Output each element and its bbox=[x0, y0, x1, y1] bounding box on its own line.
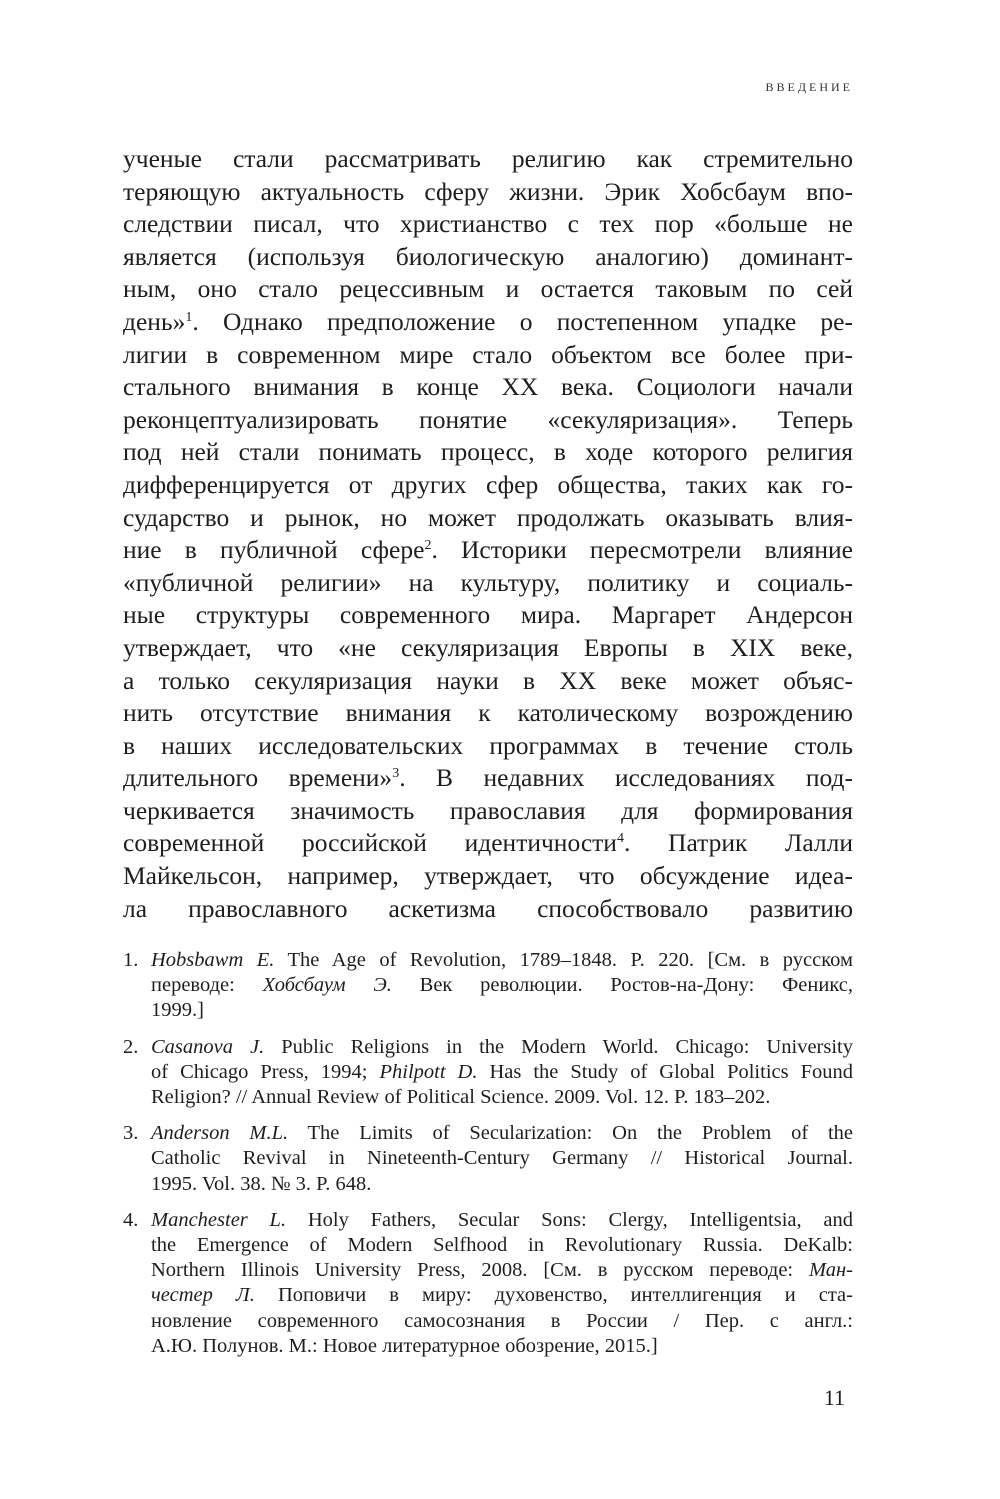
text-line: нить отсутствие внимания к католическому возрождению bbox=[123, 698, 853, 728]
footnote-3: 3. Anderson M.L. The Limits of Secularization: On the Problem of the Catholic Revival in Nineteenth-Century Germany // Historical Journal. 1995. Vol. 38. № 3. P. 648. bbox=[123, 1122, 854, 1195]
footnote-author: Manchester L. bbox=[151, 1208, 287, 1231]
footnote-author: Anderson M.L. bbox=[151, 1122, 289, 1145]
text-line: «публичной религии» на культуру, политику и социаль- bbox=[123, 567, 853, 597]
text-line: дифференцируется от других сфер общества, таких как го- bbox=[123, 469, 853, 499]
footnote-number: 3. bbox=[123, 1122, 139, 1145]
footnote-2: 2. Casanova J. Public Religions in the Modern World. Chicago: University of Chicago Press, 1994; Philpott D. Has the Study of Global Politics Found Religion? // Annual Review of Political Science. 2009. Vol. 12. P. 183–202. bbox=[123, 1035, 853, 1109]
text-line: теряющую актуальность сферу жизни. Эрик Хобсбаум впо- bbox=[123, 176, 853, 206]
note-ref[interactable]: 4 bbox=[616, 831, 624, 847]
text-line: ла православного аскетизма способствовало развитию bbox=[123, 893, 853, 923]
footnote-author: Hobsbawm E. bbox=[151, 949, 275, 971]
text-line: является (используя биологическую аналогию) доминант- bbox=[123, 241, 853, 271]
text-line: Майкельсон, например, утверждает, что обсуждение идеа- bbox=[123, 861, 853, 891]
text-line: ные структуры современного мира. Маргарет Андерсон bbox=[123, 600, 853, 630]
text-line: черкивается значимость православия для формирования bbox=[123, 795, 853, 825]
text-line: ученые стали рассматривать религию как стремительно bbox=[123, 144, 853, 173]
text-line: день»$^1$. Однако предположение о постепенном упадке ре- bbox=[123, 306, 853, 336]
note-ref[interactable]: 1 bbox=[185, 309, 193, 325]
footnotes-list bbox=[123, 948, 853, 1370]
note-ref[interactable]: 3 bbox=[392, 766, 400, 782]
text-line: утверждает, что «не секуляризация Европы в XIX веке, bbox=[123, 632, 853, 662]
footnote-number: 1. bbox=[123, 949, 139, 971]
running-head: ВВЕДЕНИЕ bbox=[765, 80, 853, 94]
footnote-number: 2. bbox=[123, 1035, 139, 1058]
footnote-1: 1. Hobsbawm E. The Age of Revolution, 1789–1848. P. 220. [См. в русском переводе: Хобсбаум Э. Век революции. Ростов-на-Дону: Феникс, 1999.] bbox=[123, 949, 854, 1022]
text-line: длительного времени»$^3$. В недавних исследованиях под- bbox=[123, 763, 853, 793]
text-line: ным, оно стало рецессивным и остается таковым по сей bbox=[123, 274, 853, 304]
footnote-4: 4. Manchester L. Holy Fathers, Secular Sons: Clergy, Intelligentsia, and the Emergence of Modern Selfhood in Revolutionary Russia. DeKalb: Northern Illinois University Press, 2008. [См. в русском переводе: Ман- честер Л. Поповичи в миру: духовенство, интеллигенция и ста- новление современного самосознания в России / Пер. с англ.: А.Ю. Полунов. М.: Новое литературное обозрение, 2015.] bbox=[123, 1208, 853, 1357]
page-number: 11 bbox=[823, 1385, 845, 1410]
text-line: следствии писал, что христианство с тех пор «больше не bbox=[123, 209, 853, 239]
text-line: современной российской идентичности$^4$. Патрик Лалли bbox=[123, 828, 853, 858]
text-line: сударство и рынок, но может продолжать оказывать влия- bbox=[123, 502, 853, 532]
text-line: лигии в современном мире стало объектом все более при- bbox=[123, 339, 853, 369]
text-line: под ней стали понимать процесс, в ходе которого религия bbox=[123, 437, 853, 467]
text-line: реконцептуализировать понятие «секуляризация». Теперь bbox=[123, 404, 853, 434]
footnote-author: Casanova J. bbox=[151, 1035, 265, 1058]
text-line: ние в публичной сфере$^2$. Историки пересмотрели влияние bbox=[123, 535, 853, 565]
footnote-number: 4. bbox=[123, 1208, 139, 1231]
note-ref[interactable]: 2 bbox=[424, 538, 432, 554]
text-line: в наших исследовательских программах в течение столь bbox=[123, 730, 853, 760]
text-line: стального внимания в конце XX века. Социологи начали bbox=[123, 372, 853, 402]
text-line: а только секуляризация науки в XX веке может объяс- bbox=[123, 665, 853, 695]
main-text bbox=[123, 143, 853, 925]
